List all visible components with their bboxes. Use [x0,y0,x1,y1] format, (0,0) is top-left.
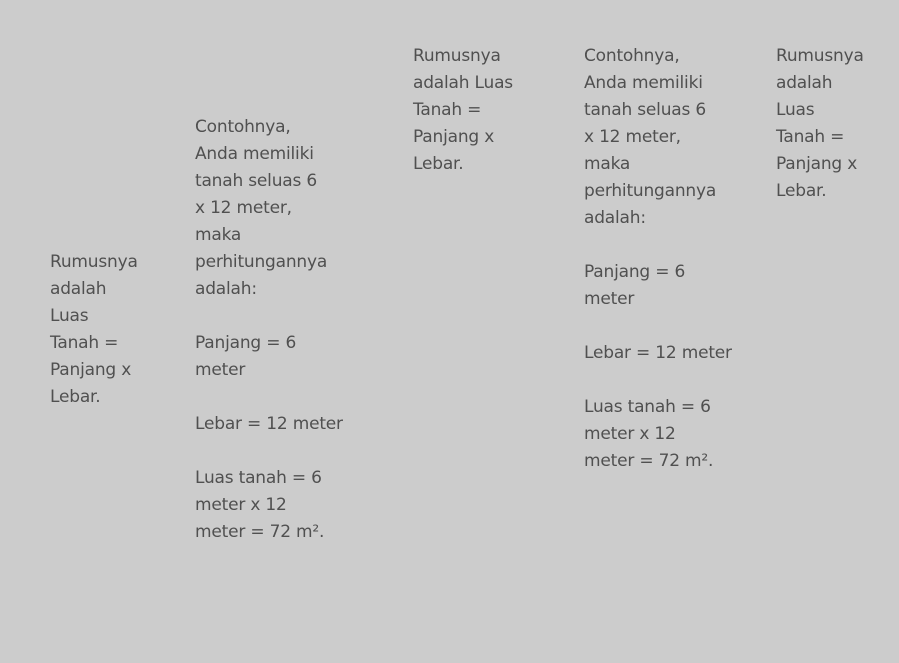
text-line: Lebar. [413,154,464,174]
formula-text-block-3 [776,43,864,205]
text-line: Anda memiliki [195,144,314,164]
text-line: Lebar. [50,387,101,407]
text-line: meter x 12 [584,424,676,444]
example-text-block-1 [195,114,343,546]
text-line: Lebar. [776,181,827,201]
text-line: Anda memiliki [584,73,703,93]
paragraph-gap [584,232,732,259]
paragraph-gap [584,313,732,340]
text-line: adalah [50,279,107,299]
text-line: Panjang x [413,127,495,147]
text-line: meter = 72 m². [584,451,714,471]
text-line: Tanah = [413,100,482,120]
text-line: meter = 72 m². [195,522,325,542]
text-line: adalah Luas [413,73,513,93]
paragraph-gap [195,303,343,330]
text-line: Panjang = 6 [584,262,686,282]
text-line: maka [584,154,631,174]
text-line: tanah seluas 6 [195,171,317,191]
text-line: Panjang = 6 [195,333,297,353]
paragraph-gap [584,367,732,394]
text-line: Luas tanah = 6 [584,397,711,417]
text-line: x 12 meter, [195,198,292,218]
text-line: Luas [776,100,815,120]
text-line: Contohnya, [584,46,680,66]
text-line: adalah [776,73,833,93]
paragraph-gap [195,384,343,411]
text-line: Contohnya, [195,117,291,137]
text-line: meter x 12 [195,495,287,515]
text-line: Rumusnya [50,252,138,272]
text-line: Lebar = 12 meter [195,414,343,434]
text-line: Rumusnya [776,46,864,66]
example-text-block-2 [584,43,732,475]
text-line: adalah: [584,208,646,228]
formula-text-block-1 [50,249,138,411]
text-line: perhitungannya [584,181,717,201]
text-line: Panjang x [776,154,858,174]
text-line: tanah seluas 6 [584,100,706,120]
text-line: Tanah = [776,127,845,147]
text-line: adalah: [195,279,257,299]
text-line: meter [584,289,635,309]
text-line: Panjang x [50,360,132,380]
paragraph-gap [195,438,343,465]
text-line: perhitungannya [195,252,328,272]
text-line: Luas tanah = 6 [195,468,322,488]
text-line: meter [195,360,246,380]
text-line: Rumusnya [413,46,501,66]
text-line: Luas [50,306,89,326]
text-line: x 12 meter, [584,127,681,147]
text-line: Tanah = [50,333,119,353]
text-line: maka [195,225,242,245]
formula-text-block-2 [413,43,513,178]
text-line: Lebar = 12 meter [584,343,732,363]
